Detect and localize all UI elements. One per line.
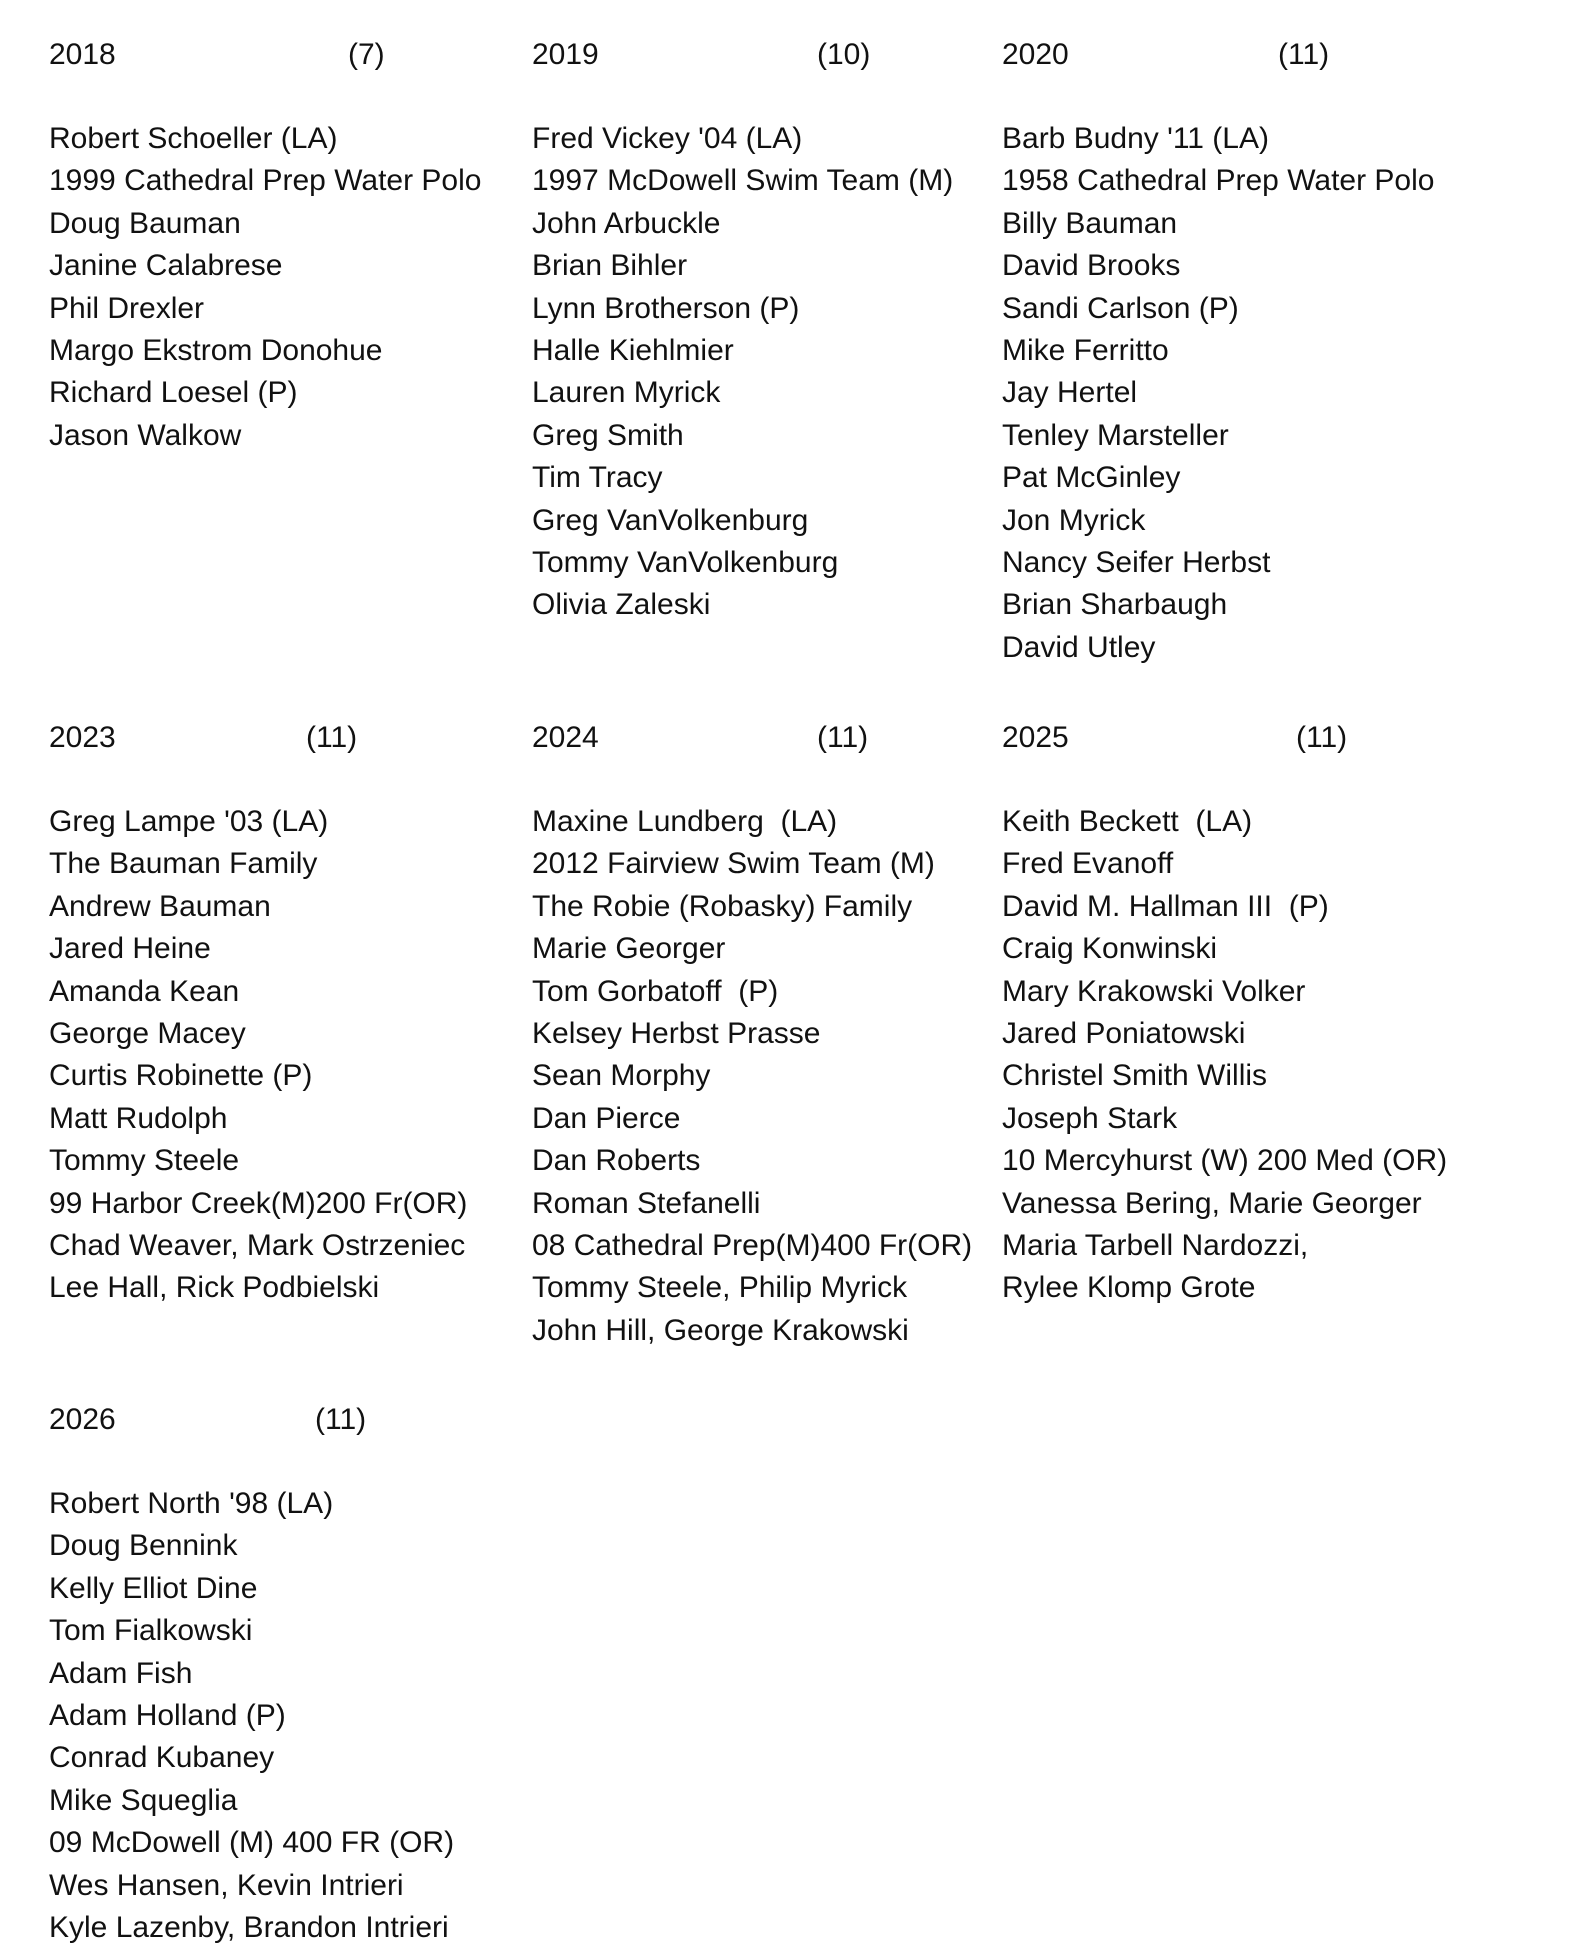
inductee-name: Wes Hansen, Kevin Intrieri	[49, 1868, 404, 1902]
inductee-name: Tom Fialkowski	[49, 1614, 253, 1648]
inductee-name: Vanessa Bering, Marie Georger	[1002, 1186, 1422, 1220]
inductee-name: Janine Calabrese	[49, 249, 283, 283]
inductee-name: John Arbuckle	[532, 206, 721, 240]
inductee-name: Maria Tarbell Nardozzi,	[1002, 1228, 1309, 1262]
inductee-name: Phil Drexler	[49, 291, 205, 325]
inductee-name: Andrew Bauman	[49, 889, 271, 923]
inductee-name: Conrad Kubaney	[49, 1741, 275, 1775]
inductee-name: 2012 Fairview Swim Team (M)	[532, 847, 935, 881]
inductee-name: Lynn Brotherson (P)	[532, 291, 800, 325]
inductee-count: (10)	[817, 38, 871, 71]
inductee-count: (11)	[306, 721, 358, 754]
inductee-name: Jon Myrick	[1002, 503, 1146, 537]
inductee-name: The Robie (Robasky) Family	[532, 889, 913, 923]
inductee-name: Craig Konwinski	[1002, 932, 1218, 966]
inductee-name: Greg Lampe '03 (LA)	[49, 805, 329, 838]
inductee-name: Keith Beckett (LA)	[1002, 805, 1253, 838]
inductee-list	[49, 118, 481, 457]
inductee-count: (11)	[315, 1403, 367, 1436]
inductee-name: Jared Heine	[49, 932, 211, 966]
inductee-name: Dan Pierce	[532, 1101, 681, 1135]
inductee-name: George Macey	[49, 1016, 246, 1050]
inductee-name: Jay Hertel	[1002, 376, 1138, 410]
inductee-name: Mike Ferritto	[1002, 333, 1169, 367]
inductee-list	[532, 801, 972, 1352]
inductee-name: Brian Bihler	[532, 249, 688, 283]
inductee-name: Lauren Myrick	[532, 376, 721, 410]
inductee-list	[1002, 801, 1447, 1310]
inductee-name: Adam Fish	[49, 1656, 193, 1690]
inductee-name: Robert Schoeller (LA)	[49, 122, 338, 155]
inductee-name: Tommy Steele	[49, 1144, 240, 1178]
inductee-name: 09 McDowell (M) 400 FR (OR)	[49, 1826, 455, 1860]
inductee-name: 1997 McDowell Swim Team (M)	[532, 164, 954, 198]
inductee-name: Brian Sharbaugh	[1002, 588, 1228, 622]
inductee-name: Tom Gorbatoff (P)	[532, 974, 779, 1008]
inductee-name: John Hill, George Krakowski	[532, 1313, 909, 1347]
inductee-name: Barb Budny '11 (LA)	[1002, 122, 1269, 155]
inductee-name: 10 Mercyhurst (W) 200 Med (OR)	[1002, 1144, 1448, 1178]
inductee-name: Doug Bauman	[49, 206, 241, 240]
inductee-count: (7)	[348, 38, 385, 71]
inductee-name: Greg VanVolkenburg	[532, 503, 809, 537]
inductee-name: Fred Evanoff	[1002, 847, 1174, 881]
inductee-name: Doug Bennink	[49, 1529, 238, 1563]
year-label: 2019	[532, 38, 599, 71]
inductee-name: Amanda Kean	[49, 974, 240, 1008]
inductee-name: Richard Loesel (P)	[49, 376, 298, 410]
inductee-name: Fred Vickey '04 (LA)	[532, 122, 803, 155]
inductee-name: Tommy Steele, Philip Myrick	[532, 1271, 908, 1305]
inductee-name: Matt Rudolph	[49, 1101, 228, 1135]
year-label: 2023	[49, 721, 116, 754]
inductee-name: Kelly Elliot Dine	[49, 1571, 258, 1605]
inductee-list	[532, 118, 953, 627]
inductee-list	[1002, 118, 1434, 669]
inductee-name: Kyle Lazenby, Brandon Intrieri	[49, 1910, 449, 1944]
inductee-name: Jason Walkow	[49, 418, 242, 452]
inductee-name: Tenley Marsteller	[1002, 418, 1229, 452]
inductee-name: Chad Weaver, Mark Ostrzeniec	[49, 1228, 466, 1262]
year-label: 2025	[1002, 721, 1069, 754]
inductee-name: Christel Smith Willis	[1002, 1059, 1268, 1093]
inductee-count: (11)	[1278, 38, 1330, 71]
inductee-name: The Bauman Family	[49, 847, 318, 881]
inductee-name: Adam Holland (P)	[49, 1698, 286, 1732]
inductee-name: Curtis Robinette (P)	[49, 1059, 313, 1093]
inductee-count: (11)	[817, 721, 869, 754]
inductee-name: Mary Krakowski Volker	[1002, 974, 1306, 1008]
inductee-name: Olivia Zaleski	[532, 588, 711, 622]
inductee-name: David M. Hallman III (P)	[1002, 889, 1329, 923]
inductee-name: Robert North '98 (LA)	[49, 1487, 334, 1520]
inductee-name: Nancy Seifer Herbst	[1002, 545, 1271, 579]
inductee-name: David Utley	[1002, 630, 1156, 664]
inductee-name: Greg Smith	[532, 418, 684, 452]
year-label: 2020	[1002, 38, 1069, 71]
inductee-name: Tommy VanVolkenburg	[532, 545, 839, 579]
inductee-name: Joseph Stark	[1002, 1101, 1178, 1135]
inductee-name: Jared Poniatowski	[1002, 1016, 1246, 1050]
year-label: 2026	[49, 1403, 116, 1436]
inductee-name: Lee Hall, Rick Podbielski	[49, 1271, 380, 1305]
inductee-name: Roman Stefanelli	[532, 1186, 761, 1220]
inductee-name: Margo Ekstrom Donohue	[49, 333, 383, 367]
inductee-name: Halle Kiehlmier	[532, 333, 734, 367]
inductee-name: Tim Tracy	[532, 461, 663, 495]
inductee-name: Sandi Carlson (P)	[1002, 291, 1239, 325]
inductee-list	[49, 1483, 454, 1949]
year-label: 2024	[532, 721, 599, 754]
year-label: 2018	[49, 38, 116, 71]
inductee-name: Mike Squeglia	[49, 1783, 238, 1817]
inductee-name: Billy Bauman	[1002, 206, 1178, 240]
inductee-count: (11)	[1296, 721, 1348, 754]
inductee-name: Sean Morphy	[532, 1059, 711, 1093]
inductee-name: 08 Cathedral Prep(M)400 Fr(OR)	[532, 1228, 973, 1262]
inductee-name: Maxine Lundberg (LA)	[532, 805, 838, 838]
inductee-name: Kelsey Herbst Prasse	[532, 1016, 821, 1050]
inductee-name: 99 Harbor Creek(M)200 Fr(OR)	[49, 1186, 468, 1220]
inductee-name: 1999 Cathedral Prep Water Polo	[49, 164, 482, 198]
inductee-name: 1958 Cathedral Prep Water Polo	[1002, 164, 1435, 198]
inductee-name: David Brooks	[1002, 249, 1181, 283]
inductee-name: Marie Georger	[532, 932, 726, 966]
inductee-name: Pat McGinley	[1002, 461, 1181, 495]
inductee-list	[49, 801, 467, 1310]
inductee-name: Dan Roberts	[532, 1144, 701, 1178]
inductee-name: Rylee Klomp Grote	[1002, 1271, 1256, 1305]
